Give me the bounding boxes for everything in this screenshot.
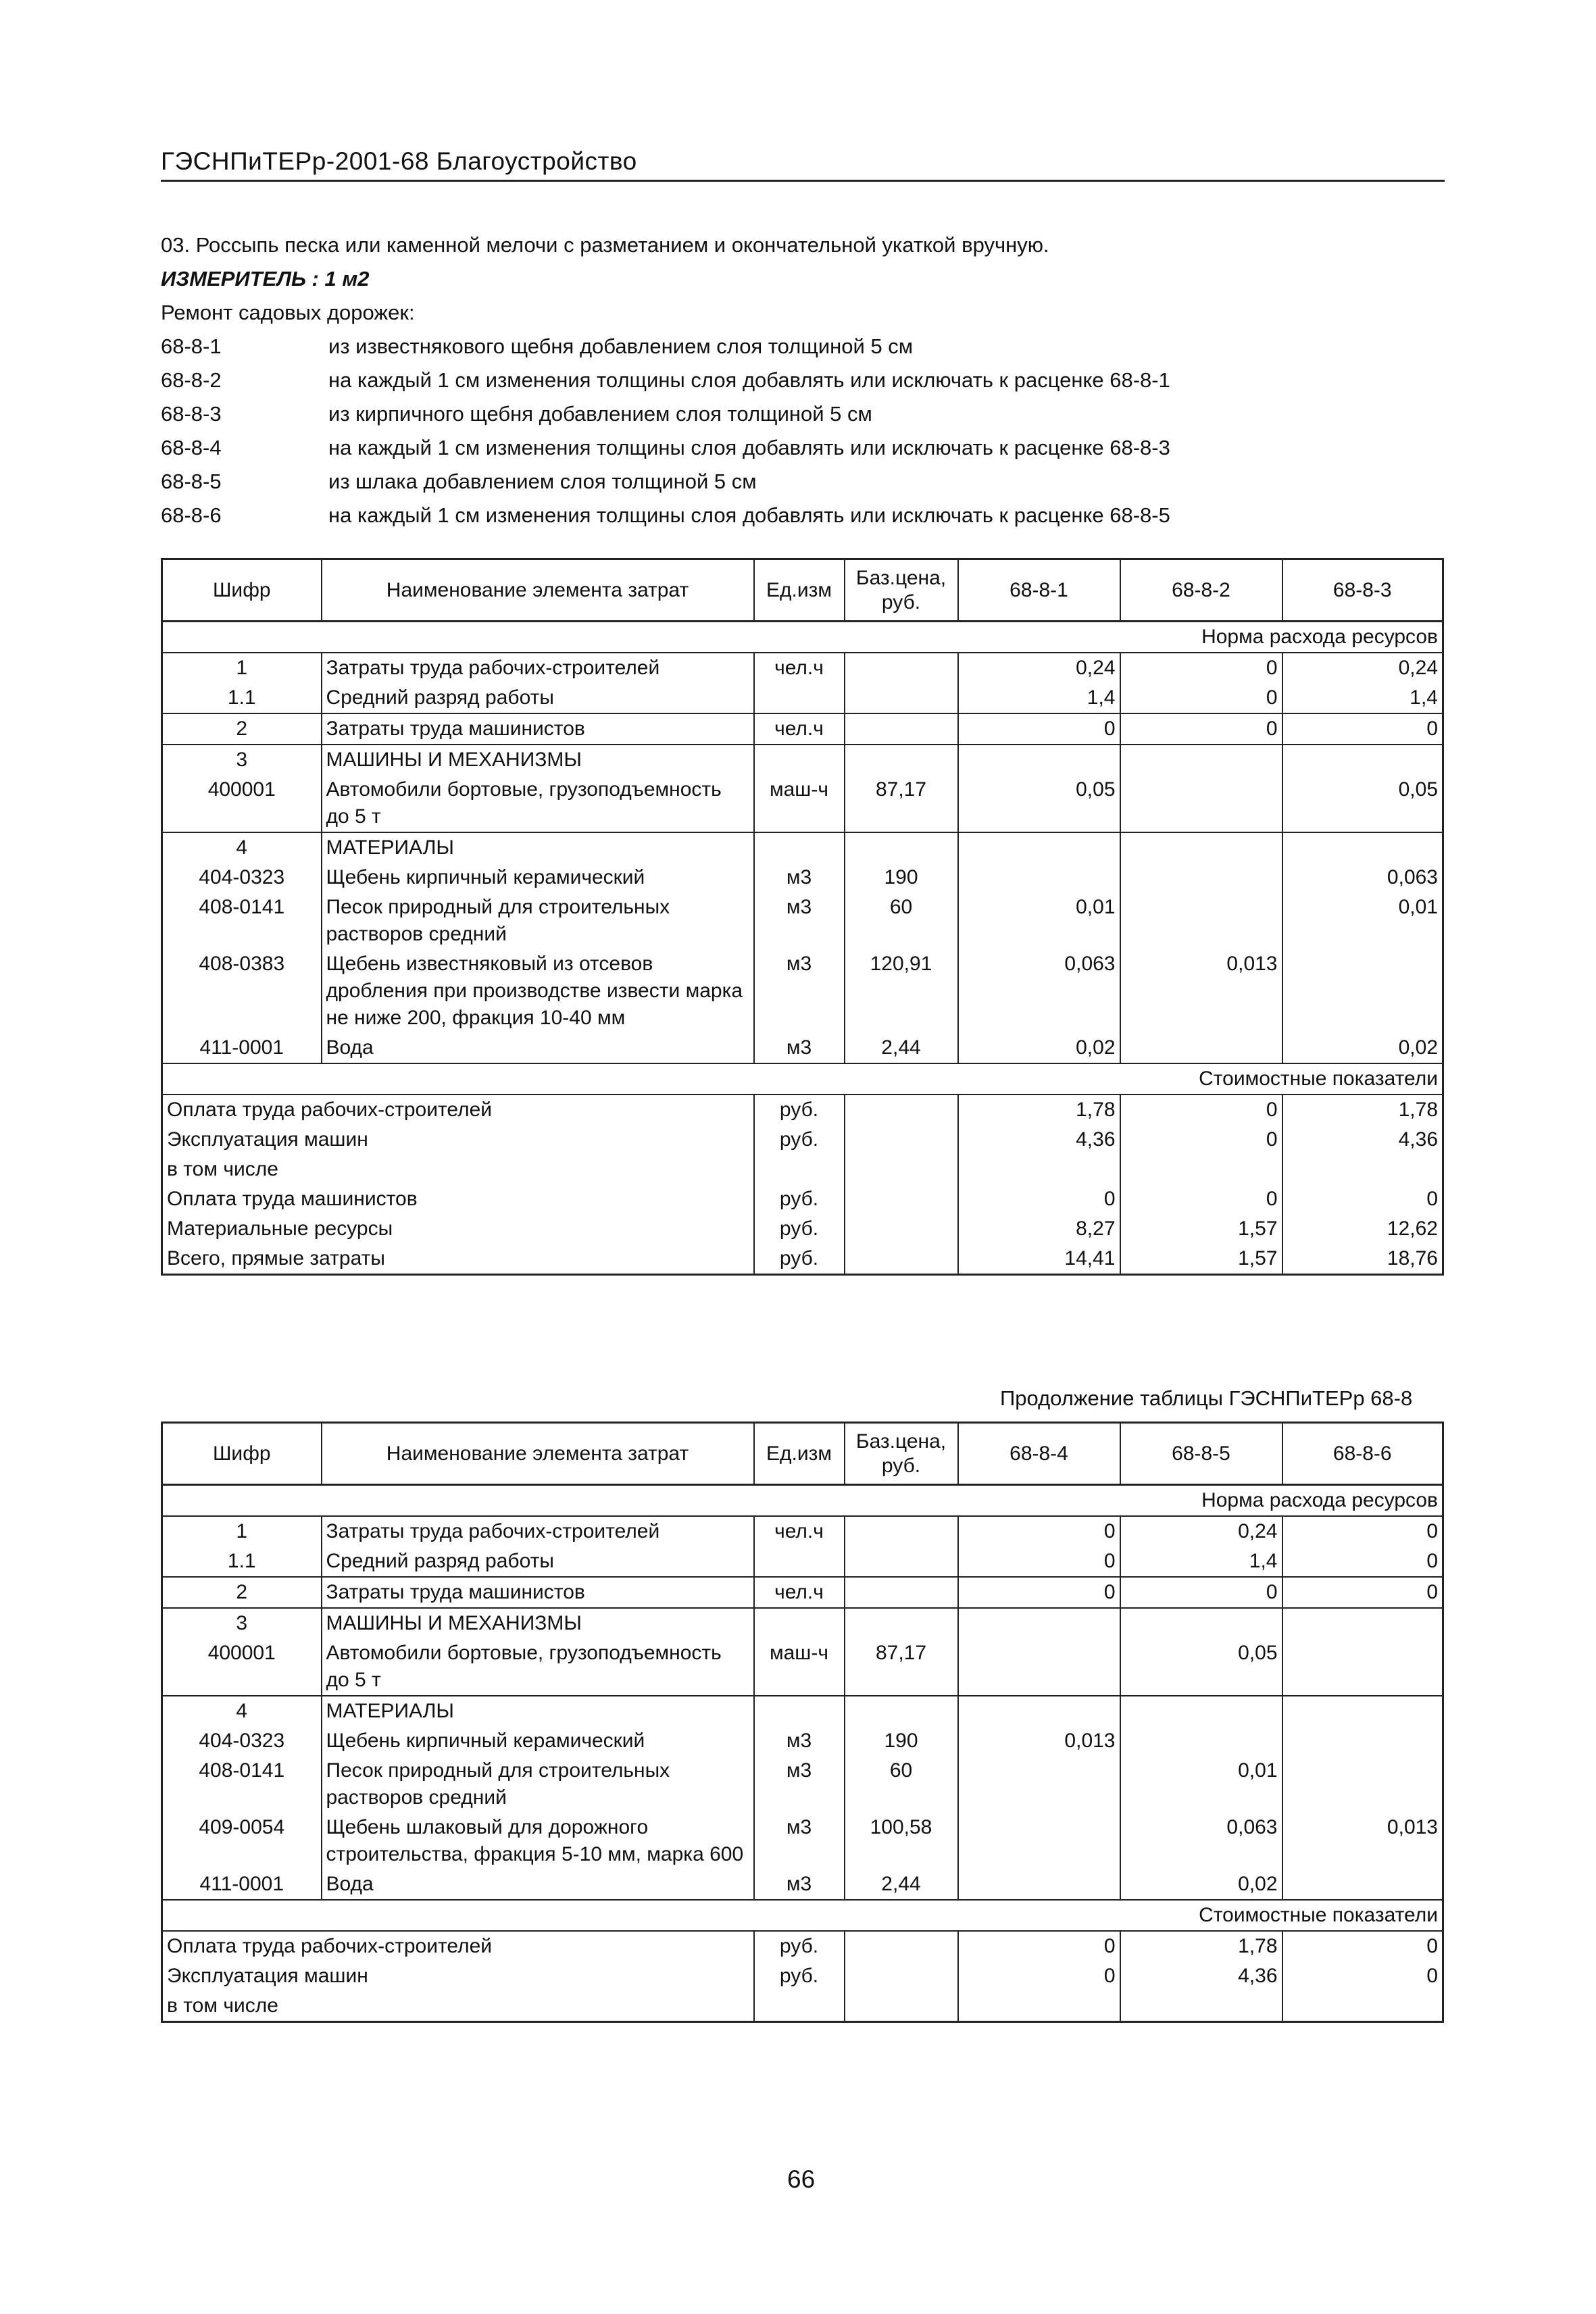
row-value-3: 0,02 bbox=[1282, 1033, 1443, 1063]
row-value-1: 0,063 bbox=[958, 949, 1120, 1033]
row-unit: м3 bbox=[754, 863, 845, 892]
table-row bbox=[162, 1608, 1443, 1638]
rate-code: 68-8-1 bbox=[161, 334, 222, 358]
row-code: 404-0323 bbox=[162, 1726, 322, 1756]
row-value-3: 0,063 bbox=[1282, 863, 1443, 892]
row-value-1 bbox=[958, 1869, 1120, 1900]
page-number: 66 bbox=[787, 2165, 816, 2193]
row-price bbox=[845, 1516, 958, 1546]
row-code: 411-0001 bbox=[162, 1869, 322, 1900]
row-value-2 bbox=[1120, 1726, 1282, 1756]
cost-label: Стоимостные показатели bbox=[162, 1900, 1443, 1931]
row-code: 4 bbox=[162, 1696, 322, 1726]
continuation-caption: Продолжение таблицы ГЭСНПиТЕРр 68-8 bbox=[1000, 1386, 1413, 1410]
summary-price bbox=[845, 1095, 958, 1125]
table-row bbox=[162, 832, 1443, 863]
summary-unit bbox=[754, 1155, 845, 1184]
table-row bbox=[162, 745, 1443, 775]
summary-price bbox=[845, 1155, 958, 1184]
row-code: 2 bbox=[162, 1577, 322, 1608]
row-code: 411-0001 bbox=[162, 1033, 322, 1063]
row-value-2 bbox=[1120, 1608, 1282, 1638]
table-row bbox=[162, 1696, 1443, 1726]
rate-description: на каждый 1 см изменения толщины слоя добавлять или исключать к расценке 68-8-1 bbox=[328, 368, 1170, 392]
row-value-1 bbox=[958, 863, 1120, 892]
row-code: 1 bbox=[162, 1516, 322, 1546]
row-name: Вода bbox=[322, 1033, 754, 1063]
summary-value-2: 0 bbox=[1120, 1095, 1282, 1125]
cost-band bbox=[162, 1900, 1443, 1931]
row-value-2: 1,4 bbox=[1120, 1546, 1282, 1577]
row-value-1 bbox=[958, 1813, 1120, 1869]
table-row bbox=[162, 1546, 1443, 1577]
section-title: 03. Россыпь песка или каменной мелочи с разметанием и окончательной укаткой вручную. bbox=[161, 233, 1049, 257]
row-value-3 bbox=[1282, 1726, 1443, 1756]
cost-band bbox=[162, 1063, 1443, 1095]
rate-description: из известнякового щебня добавлением слоя толщиной 5 см bbox=[328, 334, 914, 358]
row-value-1 bbox=[958, 1756, 1120, 1813]
summary-price bbox=[845, 1244, 958, 1275]
row-value-2: 0,01 bbox=[1120, 1756, 1282, 1813]
summary-row bbox=[162, 1155, 1443, 1184]
row-name: Щебень кирпичный керамический bbox=[322, 863, 754, 892]
row-value-2 bbox=[1120, 1696, 1282, 1726]
summary-value-3 bbox=[1282, 1155, 1443, 1184]
rate-code: 68-8-3 bbox=[161, 402, 222, 426]
row-value-3: 1,4 bbox=[1282, 683, 1443, 713]
table-row bbox=[162, 683, 1443, 713]
running-header: ГЭСНПиТЕРр-2001-68 Благоустройство bbox=[161, 147, 637, 175]
summary-row bbox=[162, 1125, 1443, 1155]
table-row bbox=[162, 1813, 1443, 1869]
row-unit bbox=[754, 832, 845, 863]
summary-row bbox=[162, 1244, 1443, 1275]
row-name: МАШИНЫ И МЕХАНИЗМЫ bbox=[322, 745, 754, 775]
row-name: МАТЕРИАЛЫ bbox=[322, 832, 754, 863]
row-name: Щебень известняковый из отсевов дробления при производстве извести марка не ниже 200, фракция 10-40 мм bbox=[322, 949, 754, 1033]
summary-value-3: 1,78 bbox=[1282, 1095, 1443, 1125]
summary-value-1 bbox=[958, 1991, 1120, 2022]
row-code: 408-0141 bbox=[162, 892, 322, 949]
row-unit: чел.ч bbox=[754, 1577, 845, 1608]
rate-item bbox=[161, 363, 1445, 397]
row-price: 87,17 bbox=[845, 775, 958, 832]
norm-label: Норма расхода ресурсов bbox=[162, 622, 1443, 653]
row-value-2 bbox=[1120, 832, 1282, 863]
row-unit bbox=[754, 745, 845, 775]
row-value-3: 0 bbox=[1282, 713, 1443, 745]
row-unit bbox=[754, 683, 845, 713]
row-name: Автомобили бортовые, грузоподъемность до 5 т bbox=[322, 1638, 754, 1696]
row-price bbox=[845, 653, 958, 683]
summary-value-1 bbox=[958, 1155, 1120, 1184]
row-price bbox=[845, 1546, 958, 1577]
row-code: 409-0054 bbox=[162, 1813, 322, 1869]
summary-value-1: 4,36 bbox=[958, 1125, 1120, 1155]
row-name: Песок природный для строительных растворов средний bbox=[322, 892, 754, 949]
table-row bbox=[162, 1756, 1443, 1813]
summary-value-2: 1,57 bbox=[1120, 1244, 1282, 1275]
row-code: 404-0323 bbox=[162, 863, 322, 892]
header-name: Наименование элемента затрат bbox=[322, 1423, 754, 1485]
header-price: Баз.цена, руб. bbox=[845, 1423, 958, 1485]
row-value-1: 0 bbox=[958, 1546, 1120, 1577]
row-value-1: 0 bbox=[958, 1516, 1120, 1546]
row-price: 190 bbox=[845, 863, 958, 892]
summary-value-2 bbox=[1120, 1991, 1282, 2022]
row-value-3 bbox=[1282, 1869, 1443, 1900]
row-price bbox=[845, 1608, 958, 1638]
row-name: Песок природный для строительных растворов средний bbox=[322, 1756, 754, 1813]
table-row bbox=[162, 949, 1443, 1033]
row-value-3: 0,05 bbox=[1282, 775, 1443, 832]
rate-item bbox=[161, 330, 1445, 363]
row-value-1: 0,05 bbox=[958, 775, 1120, 832]
row-value-2: 0,24 bbox=[1120, 1516, 1282, 1546]
row-value-1 bbox=[958, 1638, 1120, 1696]
table-row bbox=[162, 1869, 1443, 1900]
row-value-1: 0,013 bbox=[958, 1726, 1120, 1756]
header-col-1: 68-8-4 bbox=[958, 1423, 1120, 1485]
rate-code: 68-8-6 bbox=[161, 503, 222, 527]
row-name: Вода bbox=[322, 1869, 754, 1900]
summary-label: Оплата труда машинистов bbox=[162, 1184, 754, 1214]
summary-label: Эксплуатация машин bbox=[162, 1961, 754, 1991]
summary-value-1: 14,41 bbox=[958, 1244, 1120, 1275]
header-name: Наименование элемента затрат bbox=[322, 559, 754, 622]
row-code: 400001 bbox=[162, 1638, 322, 1696]
row-price: 60 bbox=[845, 1756, 958, 1813]
row-value-3 bbox=[1282, 1756, 1443, 1813]
resource-table-2 bbox=[161, 1422, 1444, 2023]
summary-row bbox=[162, 1214, 1443, 1244]
row-value-1: 0 bbox=[958, 713, 1120, 745]
header-col-1: 68-8-1 bbox=[958, 559, 1120, 622]
row-value-3 bbox=[1282, 745, 1443, 775]
rate-code: 68-8-2 bbox=[161, 368, 222, 392]
row-value-3 bbox=[1282, 1696, 1443, 1726]
row-code: 3 bbox=[162, 745, 322, 775]
rate-description: из шлака добавлением слоя толщиной 5 см bbox=[328, 470, 757, 493]
summary-value-2 bbox=[1120, 1155, 1282, 1184]
row-price bbox=[845, 683, 958, 713]
row-value-3 bbox=[1282, 949, 1443, 1033]
header-rule bbox=[161, 180, 1445, 182]
row-price: 60 bbox=[845, 892, 958, 949]
measure-unit: ИЗМЕРИТЕЛЬ : 1 м2 bbox=[161, 267, 370, 291]
row-name: Щебень кирпичный керамический bbox=[322, 1726, 754, 1756]
row-price: 120,91 bbox=[845, 949, 958, 1033]
row-value-1: 0,24 bbox=[958, 653, 1120, 683]
summary-unit: руб. bbox=[754, 1244, 845, 1275]
row-value-2: 0 bbox=[1120, 653, 1282, 683]
row-name: Затраты труда машинистов bbox=[322, 1577, 754, 1608]
row-unit bbox=[754, 1608, 845, 1638]
rate-description: на каждый 1 см изменения толщины слоя добавлять или исключать к расценке 68-8-5 bbox=[328, 503, 1170, 527]
row-price: 100,58 bbox=[845, 1813, 958, 1869]
summary-label: Всего, прямые затраты bbox=[162, 1244, 754, 1275]
row-name: Автомобили бортовые, грузоподъемность до 5 т bbox=[322, 775, 754, 832]
row-value-1 bbox=[958, 1696, 1120, 1726]
row-unit: м3 bbox=[754, 1033, 845, 1063]
summary-unit: руб. bbox=[754, 1125, 845, 1155]
table-row bbox=[162, 775, 1443, 832]
row-value-2: 0 bbox=[1120, 683, 1282, 713]
summary-value-3: 0 bbox=[1282, 1961, 1443, 1991]
table-row bbox=[162, 713, 1443, 745]
header-code: Шифр bbox=[162, 1423, 322, 1485]
table-row bbox=[162, 892, 1443, 949]
row-value-1 bbox=[958, 745, 1120, 775]
row-value-3: 0,01 bbox=[1282, 892, 1443, 949]
row-value-2 bbox=[1120, 863, 1282, 892]
header-unit: Ед.изм bbox=[754, 559, 845, 622]
row-unit: чел.ч bbox=[754, 653, 845, 683]
row-value-2: 0,063 bbox=[1120, 1813, 1282, 1869]
summary-label: в том числе bbox=[162, 1155, 754, 1184]
row-value-3: 0 bbox=[1282, 1516, 1443, 1546]
table-row bbox=[162, 1033, 1443, 1063]
row-price bbox=[845, 832, 958, 863]
summary-row bbox=[162, 1184, 1443, 1214]
row-unit: м3 bbox=[754, 949, 845, 1033]
summary-value-2: 0 bbox=[1120, 1125, 1282, 1155]
summary-value-3: 0 bbox=[1282, 1931, 1443, 1961]
summary-unit: руб. bbox=[754, 1095, 845, 1125]
row-price bbox=[845, 713, 958, 745]
rate-list bbox=[161, 330, 1445, 532]
row-value-1 bbox=[958, 1608, 1120, 1638]
summary-value-1: 0 bbox=[958, 1184, 1120, 1214]
section-intro bbox=[161, 228, 1445, 532]
row-value-3: 0,24 bbox=[1282, 653, 1443, 683]
row-unit bbox=[754, 1696, 845, 1726]
table-row bbox=[162, 1726, 1443, 1756]
section-subtitle: Ремонт садовых дорожек: bbox=[161, 301, 415, 324]
row-price: 2,44 bbox=[845, 1033, 958, 1063]
rate-code: 68-8-4 bbox=[161, 436, 222, 459]
cost-label: Стоимостные показатели bbox=[162, 1063, 1443, 1095]
summary-row bbox=[162, 1931, 1443, 1961]
row-unit: маш-ч bbox=[754, 775, 845, 832]
summary-value-2: 0 bbox=[1120, 1184, 1282, 1214]
resource-table-1 bbox=[161, 558, 1444, 1276]
row-price bbox=[845, 1577, 958, 1608]
norm-label: Норма расхода ресурсов bbox=[162, 1485, 1443, 1517]
row-code: 1 bbox=[162, 653, 322, 683]
row-name: Затраты труда рабочих-строителей bbox=[322, 1516, 754, 1546]
row-value-3: 0 bbox=[1282, 1577, 1443, 1608]
summary-unit: руб. bbox=[754, 1931, 845, 1961]
row-code: 4 bbox=[162, 832, 322, 863]
row-value-1: 1,4 bbox=[958, 683, 1120, 713]
row-price: 87,17 bbox=[845, 1638, 958, 1696]
row-value-2: 0,02 bbox=[1120, 1869, 1282, 1900]
rate-code: 68-8-5 bbox=[161, 470, 222, 493]
summary-value-2: 4,36 bbox=[1120, 1961, 1282, 1991]
summary-row bbox=[162, 1095, 1443, 1125]
row-unit: м3 bbox=[754, 1756, 845, 1813]
rate-description: из кирпичного щебня добавлением слоя толщиной 5 см bbox=[328, 402, 872, 426]
table-row bbox=[162, 1577, 1443, 1608]
summary-price bbox=[845, 1125, 958, 1155]
table-row bbox=[162, 863, 1443, 892]
row-code: 3 bbox=[162, 1608, 322, 1638]
row-code: 408-0141 bbox=[162, 1756, 322, 1813]
header-col-2: 68-8-5 bbox=[1120, 1423, 1282, 1485]
summary-price bbox=[845, 1991, 958, 2022]
summary-value-3 bbox=[1282, 1991, 1443, 2022]
header-code: Шифр bbox=[162, 559, 322, 622]
header-col-3: 68-8-3 bbox=[1282, 559, 1443, 622]
summary-unit: руб. bbox=[754, 1961, 845, 1991]
row-unit bbox=[754, 1546, 845, 1577]
header-price: Баз.цена, руб. bbox=[845, 559, 958, 622]
header-col-3: 68-8-6 bbox=[1282, 1423, 1443, 1485]
summary-label: Оплата труда рабочих-строителей bbox=[162, 1931, 754, 1961]
row-name: Средний разряд работы bbox=[322, 683, 754, 713]
rate-item bbox=[161, 499, 1445, 532]
table-row bbox=[162, 1638, 1443, 1696]
summary-label: Материальные ресурсы bbox=[162, 1214, 754, 1244]
row-unit: чел.ч bbox=[754, 713, 845, 745]
row-value-2 bbox=[1120, 892, 1282, 949]
summary-row bbox=[162, 1991, 1443, 2022]
summary-value-1: 0 bbox=[958, 1931, 1120, 1961]
header-unit: Ед.изм bbox=[754, 1423, 845, 1485]
row-value-3: 0,013 bbox=[1282, 1813, 1443, 1869]
summary-price bbox=[845, 1184, 958, 1214]
row-value-2: 0,05 bbox=[1120, 1638, 1282, 1696]
row-value-2: 0 bbox=[1120, 713, 1282, 745]
summary-value-2: 1,57 bbox=[1120, 1214, 1282, 1244]
row-name: Затраты труда машинистов bbox=[322, 713, 754, 745]
summary-value-1: 0 bbox=[958, 1961, 1120, 1991]
table-row bbox=[162, 653, 1443, 683]
row-name: МАШИНЫ И МЕХАНИЗМЫ bbox=[322, 1608, 754, 1638]
row-unit: маш-ч bbox=[754, 1638, 845, 1696]
summary-value-2: 1,78 bbox=[1120, 1931, 1282, 1961]
summary-label: Эксплуатация машин bbox=[162, 1125, 754, 1155]
summary-value-1: 8,27 bbox=[958, 1214, 1120, 1244]
row-value-3 bbox=[1282, 1608, 1443, 1638]
row-value-1: 0,01 bbox=[958, 892, 1120, 949]
summary-value-3: 18,76 bbox=[1282, 1244, 1443, 1275]
table-row bbox=[162, 1516, 1443, 1546]
summary-price bbox=[845, 1214, 958, 1244]
row-code: 408-0383 bbox=[162, 949, 322, 1033]
summary-unit: руб. bbox=[754, 1214, 845, 1244]
row-name: Затраты труда рабочих-строителей bbox=[322, 653, 754, 683]
summary-label: в том числе bbox=[162, 1991, 754, 2022]
row-code: 1.1 bbox=[162, 1546, 322, 1577]
summary-value-3: 12,62 bbox=[1282, 1214, 1443, 1244]
header-col-2: 68-8-2 bbox=[1120, 559, 1282, 622]
row-unit: м3 bbox=[754, 1869, 845, 1900]
norm-band bbox=[162, 622, 1443, 653]
row-value-3 bbox=[1282, 832, 1443, 863]
row-unit: чел.ч bbox=[754, 1516, 845, 1546]
summary-value-3: 0 bbox=[1282, 1184, 1443, 1214]
summary-value-1: 1,78 bbox=[958, 1095, 1120, 1125]
rate-item bbox=[161, 465, 1445, 499]
row-value-3: 0 bbox=[1282, 1546, 1443, 1577]
row-price: 2,44 bbox=[845, 1869, 958, 1900]
row-value-2: 0,013 bbox=[1120, 949, 1282, 1033]
row-value-2 bbox=[1120, 745, 1282, 775]
summary-price bbox=[845, 1931, 958, 1961]
row-value-1 bbox=[958, 832, 1120, 863]
summary-price bbox=[845, 1961, 958, 1991]
row-name: МАТЕРИАЛЫ bbox=[322, 1696, 754, 1726]
row-unit: м3 bbox=[754, 1813, 845, 1869]
row-unit: м3 bbox=[754, 1726, 845, 1756]
row-name: Средний разряд работы bbox=[322, 1546, 754, 1577]
row-unit: м3 bbox=[754, 892, 845, 949]
rate-item bbox=[161, 431, 1445, 465]
row-value-2 bbox=[1120, 775, 1282, 832]
row-code: 400001 bbox=[162, 775, 322, 832]
row-code: 1.1 bbox=[162, 683, 322, 713]
row-price bbox=[845, 1696, 958, 1726]
norm-band bbox=[162, 1485, 1443, 1517]
row-value-1: 0 bbox=[958, 1577, 1120, 1608]
row-value-2: 0 bbox=[1120, 1577, 1282, 1608]
row-value-3 bbox=[1282, 1638, 1443, 1696]
rate-item bbox=[161, 397, 1445, 431]
summary-unit bbox=[754, 1991, 845, 2022]
row-price bbox=[845, 745, 958, 775]
row-value-1: 0,02 bbox=[958, 1033, 1120, 1063]
summary-unit: руб. bbox=[754, 1184, 845, 1214]
rate-description: на каждый 1 см изменения толщины слоя добавлять или исключать к расценке 68-8-3 bbox=[328, 436, 1170, 459]
summary-value-3: 4,36 bbox=[1282, 1125, 1443, 1155]
summary-row bbox=[162, 1961, 1443, 1991]
row-value-2 bbox=[1120, 1033, 1282, 1063]
summary-label: Оплата труда рабочих-строителей bbox=[162, 1095, 754, 1125]
row-code: 2 bbox=[162, 713, 322, 745]
row-name: Щебень шлаковый для дорожного строительства, фракция 5-10 мм, марка 600 bbox=[322, 1813, 754, 1869]
row-price: 190 bbox=[845, 1726, 958, 1756]
